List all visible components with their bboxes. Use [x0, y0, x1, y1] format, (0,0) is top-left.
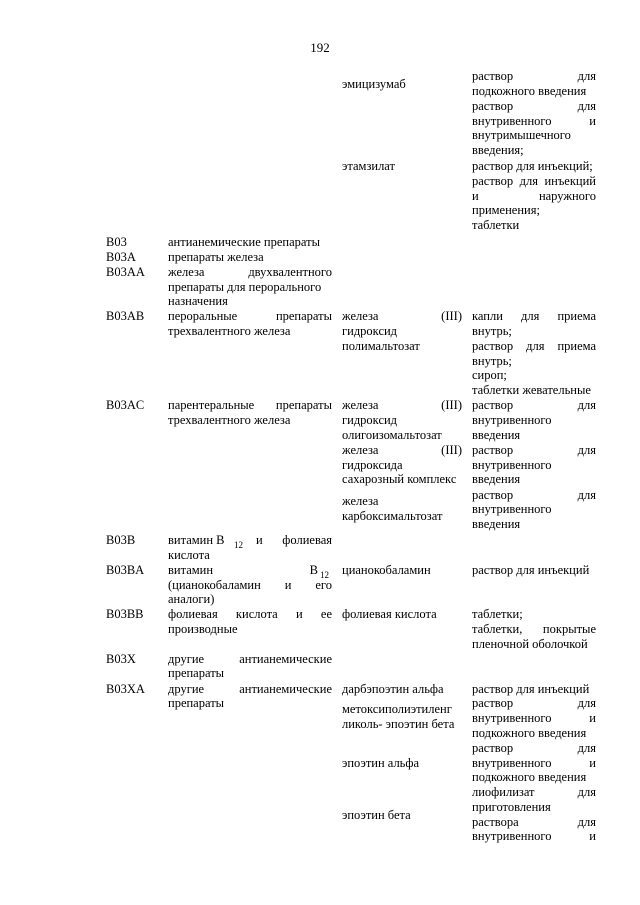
- dosage-form-line: применения;: [472, 203, 540, 217]
- drug-name: олигоизомальтозат: [342, 428, 442, 442]
- atc-group-name: производные: [168, 622, 238, 636]
- dosage-form-line: раствор для: [472, 398, 596, 412]
- drug-name: фолиевая кислота: [342, 607, 437, 621]
- dosage-form-line: таблетки: [472, 218, 520, 232]
- dosage-form-line: раствор для инъекций;: [472, 159, 593, 173]
- atc-group-name: (цианокобаламин и его: [168, 578, 332, 592]
- drug-name: гидроксид: [342, 324, 398, 338]
- drug-name: метоксиполиэтиленг: [342, 702, 452, 716]
- drug-name: железа: [342, 494, 379, 508]
- dosage-form-line: введения;: [472, 143, 524, 157]
- atc-code: B03: [106, 235, 127, 249]
- drug-name: эмицизумаб: [342, 77, 406, 91]
- atc-group-name: другие антианемические: [168, 652, 332, 666]
- atc-code: B03XA: [106, 682, 145, 696]
- atc-group-name: препараты для перорального: [168, 280, 322, 294]
- drug-name: железа (III): [342, 443, 462, 457]
- atc-group-name: назначения: [168, 294, 228, 308]
- drug-name: этамзилат: [342, 159, 395, 173]
- dosage-form-line: введения: [472, 428, 521, 442]
- dosage-form-line: внутривенного и: [472, 829, 596, 843]
- dosage-form-line: внутривенного: [472, 502, 552, 516]
- drug-name: гидроксида: [342, 458, 403, 472]
- atc-code: B03X: [106, 652, 136, 666]
- atc-group-name: другие антианемические: [168, 682, 332, 696]
- dosage-form-line: введения: [472, 517, 521, 531]
- atc-code: B03B: [106, 533, 136, 547]
- dosage-form-line: раствор для инъекций: [472, 174, 596, 188]
- dosage-form-line: раствор для инъекций: [472, 682, 590, 696]
- dosage-form-line: внутривенного и: [472, 114, 596, 128]
- atc-group-name-subscript: 12: [320, 570, 329, 580]
- dosage-form-line: раствор для: [472, 99, 596, 113]
- drug-name: ликоль- эпоэтин бета: [342, 717, 455, 731]
- atc-group-name: препараты: [168, 696, 225, 710]
- atc-code: B03BB: [106, 607, 144, 621]
- drug-name: карбоксимальтозат: [342, 509, 443, 523]
- dosage-form-line: пленочной оболочкой: [472, 637, 588, 651]
- drug-name: эпоэтин альфа: [342, 756, 420, 770]
- drug-name: полимальтозат: [342, 339, 420, 353]
- dosage-form-line: внутривенного: [472, 458, 552, 472]
- dosage-form-line: подкожного введения: [472, 770, 587, 784]
- atc-code: B03A: [106, 250, 136, 264]
- atc-group-name: препараты железа: [168, 250, 264, 264]
- dosage-form-line: раствора для: [472, 815, 596, 829]
- drug-name: железа (III): [342, 398, 462, 412]
- atc-group-name: и фолиевая: [256, 533, 332, 547]
- atc-group-name: трехвалентного железа: [168, 413, 291, 427]
- dosage-form-line: приготовления: [472, 800, 551, 814]
- atc-code: B03BA: [106, 563, 145, 577]
- atc-group-name: пероральные препараты: [168, 309, 332, 323]
- atc-group-name: аналоги): [168, 592, 215, 606]
- atc-group-name-subscript: 12: [234, 540, 243, 550]
- dosage-form-line: внутримышечного: [472, 128, 571, 142]
- page-number: 192: [310, 40, 330, 55]
- dosage-form-line: раствор для инъекций: [472, 563, 590, 577]
- dosage-form-line: сироп;: [472, 368, 507, 382]
- atc-group-name: парентеральные препараты: [168, 398, 332, 412]
- dosage-form-line: раствор для: [472, 488, 596, 502]
- dosage-form-line: раствор для: [472, 443, 596, 457]
- dosage-form-line: капли для приема: [472, 309, 596, 323]
- drug-name: цианокобаламин: [342, 563, 431, 577]
- dosage-form-line: внутривенного и: [472, 711, 596, 725]
- atc-group-name: витамин B: [168, 563, 318, 577]
- atc-group-name: витамин B: [168, 533, 225, 547]
- dosage-form-line: таблетки жевательные: [472, 383, 591, 397]
- drug-name: железа (III): [342, 309, 462, 323]
- drug-name: эпоэтин бета: [342, 808, 411, 822]
- drug-name: дарбэпоэтин альфа: [342, 682, 444, 696]
- dosage-form-line: раствор для: [472, 741, 596, 755]
- dosage-form-line: лиофилизат для: [472, 785, 596, 799]
- atc-code: B03AA: [106, 265, 145, 279]
- dosage-form-line: внутрь;: [472, 324, 512, 338]
- dosage-form-line: введения: [472, 472, 521, 486]
- dosage-form-line: внутривенного и: [472, 756, 596, 770]
- atc-group-name: железа двухвалентного: [168, 265, 332, 279]
- dosage-form-line: таблетки, покрытые: [472, 622, 596, 636]
- atc-group-name: трехвалентного железа: [168, 324, 291, 338]
- dosage-form-line: и наружного: [472, 189, 596, 203]
- atc-group-name: фолиевая кислота и ее: [168, 607, 332, 621]
- dosage-form-line: раствор для приема: [472, 339, 596, 353]
- drug-name: гидроксид: [342, 413, 398, 427]
- dosage-form-line: внутривенного: [472, 413, 552, 427]
- atc-code: B03AC: [106, 398, 145, 412]
- dosage-form-line: внутрь;: [472, 354, 512, 368]
- atc-group-name: кислота: [168, 548, 210, 562]
- drug-name: сахарозный комплекс: [342, 472, 457, 486]
- dosage-form-line: подкожного введения: [472, 84, 587, 98]
- dosage-form-line: таблетки;: [472, 607, 523, 621]
- dosage-form-line: подкожного введения: [472, 726, 587, 740]
- atc-group-name: препараты: [168, 666, 225, 680]
- dosage-form-line: раствор для: [472, 69, 596, 83]
- atc-group-name: антианемические препараты: [168, 235, 320, 249]
- dosage-form-line: раствор для: [472, 696, 596, 710]
- atc-code: B03AB: [106, 309, 145, 323]
